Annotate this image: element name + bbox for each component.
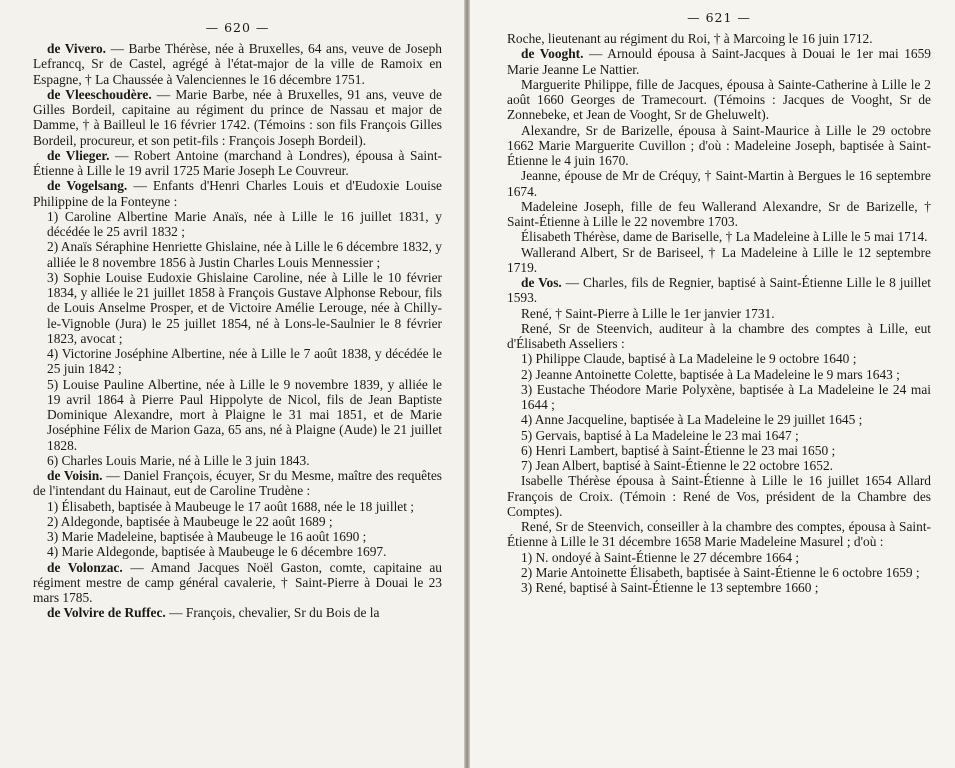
entry-headword: de Vleeschoudère. [47,86,152,102]
entry-paragraph: de Vogelsang. — Enfants d'Henri Charles Louis et d'Eudoxie Louise Philippine de la Fonteyne : [33,178,443,209]
entry-paragraph: René, † Saint-Pierre à Lille le 1er janvier 1731. [521,305,775,321]
entry-paragraph: Alexandre, Sr de Barizelle, épousa à Saint-Maurice à Lille le 29 octobre 1662 Marie Marguerite Cuvillon ; d'où : Madeleine Joseph, baptisée à Saint-Étienne le 4 juin 1670. [507,122,931,168]
entry-paragraph: de Vlieger. — Robert Antoine (marchand à Londres), épousa à Saint-Étienne à Lille le 19 avril 1725 Marie Joseph Le Couvreur. [33,147,442,178]
entry-headword: de Vivero. [47,41,106,56]
entry-headword: de Vlieger. [47,147,110,163]
entry-headword: de Volonzac. [47,559,123,575]
left-page-text [33,41,442,621]
list-item: 6) Charles Louis Marie, né à Lille le 3 juin 1843. [47,452,310,468]
entry-paragraph: Isabelle Thérèse épousa à Saint-Étienne à Lille le 16 juillet 1654 Allard François de Croix. (Témoin : René de Vos, président de la Chambre des Comptes). [507,473,931,519]
entry-paragraph: Madeleine Joseph, fille de feu Wallerand Alexandre, Sr de Barizelle, † Saint-Étienne à Lille le 22 novembre 1703. [507,198,931,229]
list-item: 1) N. ondoyé à Saint-Étienne le 27 décembre 1664 ; [521,549,800,565]
entry-paragraph: de Vivero. — Barbe Thérèse, née à Bruxelles, 64 ans, veuve de Joseph Lefrancq, Sr de Castel, agrégé à l'état-major de la ville de Ramoix en Espagne, † La Chaussée à Valenciennes le 16 décembre 1751. [33,41,442,87]
list-item: 1) Philippe Claude, baptisé à La Madeleine le 9 octobre 1640 ; [521,351,857,367]
entry-paragraph: de Vleeschoudère. — Marie Barbe, née à Bruxelles, 91 ans, veuve de Gilles Bordeil, capitaine au régiment du prince de Nassau et major de Damme, † à Bailleul le 16 février 1742. (Témoins : son fils François Gilles Bordeil, procureur, et son petit-fils : François Joseph Bordeil). [33,86,442,148]
right-page-number: — 621 — [687,10,751,25]
list-item: 3) René, baptisé à Saint-Étienne le 13 septembre 1660 ; [521,580,819,595]
list-item: 2) Aldegonde, baptisée à Maubeuge le 22 août 1689 ; [47,513,333,529]
entry-paragraph: de Vos. — Charles, fils de Regnier, baptisé à Saint-Étienne Lille le 8 juillet 1593. [507,275,931,306]
entry-paragraph: Jeanne, épouse de Mr de Créquy, † Saint-Martin à Bergues le 16 septembre 1674. [507,168,931,199]
list-item: 1) Caroline Albertine Marie Anaïs, née à Lille le 16 juillet 1831, y décédée le 25 avril 1832 ; [47,208,442,239]
entry-paragraph: de Volvire de Ruffec. — François, chevalier, Sr du Bois de la [47,605,380,621]
left-page [0,0,464,768]
entry-headword: de Vooght. [521,46,584,62]
list-item: 2) Jeanne Antoinette Colette, baptisée à La Madeleine le 9 mars 1643 ; [521,366,900,382]
entry-headword: de Vogelsang. [47,178,128,194]
list-item: 5) Gervais, baptisé à La Madeleine le 23 mai 1647 ; [521,427,799,443]
entry-paragraph: Marguerite Philippe, fille de Jacques, épousa à Sainte-Catherine à Lille le 2 août 1660 Georges de Tramecourt. (Témoins : Jacques de Vooght, Sr de Zonnebeke, et Jean de Vooght, Sr de Gheluwelt). [507,76,931,123]
entry-paragraph: de Voisin. — Daniel François, écuyer, Sr du Mesme, maître des requêtes de l'intendant du Hainaut, eut de Caroline Trudène : [33,468,442,499]
right-page [470,0,955,768]
entry-paragraph: Élisabeth Thérèse, dame de Bariselle, † La Madeleine à Lille le 5 mai 1714. [521,229,928,245]
list-item: 4) Marie Aldegonde, baptisée à Maubeuge le 6 décembre 1697. [47,544,387,560]
entry-headword: de Volvire de Ruffec. [47,605,166,621]
list-item: 5) Louise Pauline Albertine, née à Lille le 9 novembre 1839, y alliée le 19 avril 1864 à Pierre Paul Hippolyte de Nicol, fils de Jean Baptiste Dominique Alexandre, mort à Plaigne le 31 mai 1851, et de Marie Joséphine Félix de Marion Gaza, 65 ans, né à Plaigne (Aude) le 21 juillet 1828. [47,376,442,453]
list-item: 7) Jean Albert, baptisé à Saint-Étienne le 22 octobre 1652. [521,458,833,473]
entry-paragraph: Roche, lieutenant au régiment du Roi, † à Marcoing le 16 juin 1712. [507,31,873,46]
list-item: 3) Marie Madeleine, baptisée à Maubeuge le 16 août 1690 ; [47,529,367,544]
entry-headword: de Voisin. [47,468,103,483]
entry-headword: de Vos. [521,275,562,290]
list-item: 4) Victorine Joséphine Albertine, née à Lille le 7 août 1838, y décédée le 25 juin 1842 ; [47,346,442,377]
entry-paragraph: René, Sr de Steenvich, conseiller à la chambre des comptes, épousa à Saint-Étienne à Lille le 31 décembre 1658 Marie Madeleine Masurel ; d'où : [507,519,931,550]
list-item: 4) Anne Jacqueline, baptisée à La Madeleine le 29 juillet 1645 ; [521,412,863,428]
entry-paragraph: René, Sr de Steenvich, auditeur à la chambre des comptes à Lille, eut d'Élisabeth Asseliers : [507,320,931,351]
right-page-text [507,31,931,595]
list-item: 2) Anaïs Séraphine Henriette Ghislaine, née à Lille le 6 décembre 1832, y alliée le 8 novembre 1856 à Justin Charles Louis Mennessier ; [47,239,442,270]
entry-paragraph: Wallerand Albert, Sr de Bariseel, † La Madeleine à Lille le 12 septembre 1719. [507,244,931,275]
list-item: 3) Eustache Théodore Marie Polyxène, baptisée à La Madeleine le 24 mai 1644 ; [521,381,931,412]
list-item: 3) Sophie Louise Eudoxie Ghislaine Caroline, née à Lille le 10 février 1834, y alliée le 21 juillet 1858 à François Gustave Alphonse Rebour, fils de Louis Anselme Prosper, et de Victoire Amélie Lerouge, née à Chilly-le-Vignoble (Jura) le 25 juillet 1854, né à Lons-le-Saulnier le 8 février 1823, avocat ; [47,269,442,346]
entry-paragraph: de Volonzac. — Amand Jacques Noël Gaston, comte, capitaine au régiment mestre de camp général cavalerie, † Saint-Pierre à Douai le 23 mars 1785. [33,559,442,605]
list-item: 6) Henri Lambert, baptisé à Saint-Étienne le 23 mai 1650 ; [521,442,836,458]
left-page-number: — 620 — [205,20,270,35]
list-item: 2) Marie Antoinette Élisabeth, baptisée à Saint-Étienne le 6 octobre 1659 ; [521,564,920,580]
list-item: 1) Élisabeth, baptisée à Maubeuge le 17 août 1688, née le 18 juillet ; [47,498,415,514]
entry-paragraph: de Vooght. — Arnould épousa à Saint-Jacques à Douai le 1er mai 1659 Marie Jeanne Le Nattier. [507,46,932,77]
